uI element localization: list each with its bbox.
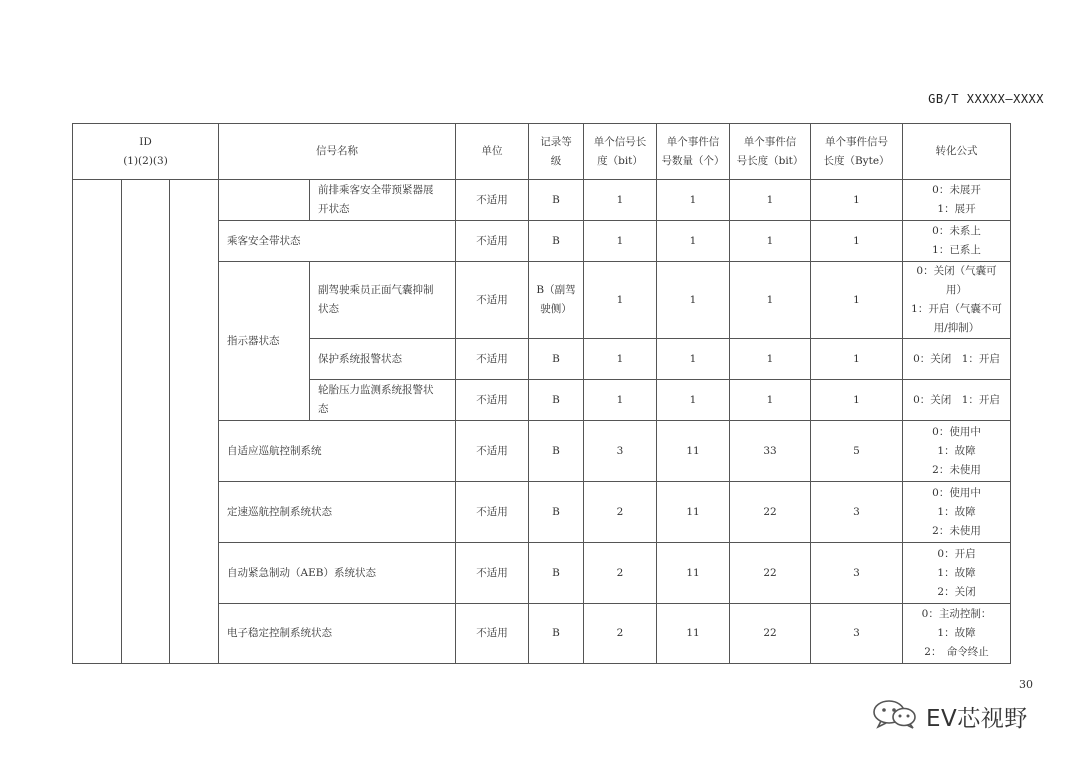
single-signal-length-cell: 2 — [584, 543, 657, 604]
wechat-icon — [872, 699, 918, 733]
event-length-byte-cell: 3 — [811, 482, 903, 543]
watermark — [872, 700, 1028, 732]
signal-name: 乘客安全带状态 — [219, 221, 456, 262]
single-signal-length-cell: 2 — [584, 482, 657, 543]
events-count-cell: 1 — [657, 262, 730, 339]
unit-cell: 不适用 — [456, 339, 529, 380]
record-level-cell: B — [529, 380, 584, 421]
formula-cell: 0：未系上 1：已系上 — [903, 221, 1011, 262]
formula-cell: 0：关闭 1：开启 — [903, 339, 1011, 380]
page-number: 30 — [1019, 678, 1033, 691]
watermark-text: EV芯视野 — [926, 705, 1028, 732]
signal-name: 自动紧急制动（AEB）系统状态 — [219, 543, 456, 604]
formula-cell: 0：开启 1：故障 2：关闭 — [903, 543, 1011, 604]
event-signal-length-cell: 33 — [730, 421, 811, 482]
formula-cell: 0：关闭 1：开启 — [903, 380, 1011, 421]
single-signal-length-cell: 2 — [584, 604, 657, 664]
signal-name: 轮胎压力监测系统报警状 态 — [310, 380, 456, 421]
formula-cell: 0：关闭（气囊可用） 1：开启（气囊不可 用/抑制） — [903, 262, 1011, 339]
event-signal-length-cell: 22 — [730, 604, 811, 664]
signal-name: 副驾驶乘员正面气囊抑制 状态 — [310, 262, 456, 339]
col-header-formula: 转化公式 — [903, 124, 1011, 180]
record-level-cell: B — [529, 543, 584, 604]
formula-cell: 0：主动控制： 1：故障 2： 命令终止 — [903, 604, 1011, 664]
unit-cell: 不适用 — [456, 221, 529, 262]
signal-name: 保护系统报警状态 — [310, 339, 456, 380]
record-level-cell: B — [529, 421, 584, 482]
events-count-cell: 11 — [657, 421, 730, 482]
col-header-unit: 单位 — [456, 124, 529, 180]
single-signal-length-cell: 1 — [584, 221, 657, 262]
events-count-cell: 1 — [657, 180, 730, 221]
events-count-cell: 1 — [657, 380, 730, 421]
unit-cell: 不适用 — [456, 421, 529, 482]
event-length-byte-cell: 1 — [811, 262, 903, 339]
col-header-signal-name: 信号名称 — [219, 124, 456, 180]
standard-number: GB/T XXXXX—XXXX — [928, 92, 1044, 106]
unit-cell: 不适用 — [456, 604, 529, 664]
event-length-byte-cell: 1 — [811, 380, 903, 421]
event-signal-length-cell: 1 — [730, 380, 811, 421]
formula-cell: 0：使用中 1：故障 2：未使用 — [903, 482, 1011, 543]
single-signal-length-cell: 3 — [584, 421, 657, 482]
table-header-row — [73, 124, 1011, 180]
signal-name: 前排乘客安全带预紧器展 开状态 — [310, 180, 456, 221]
unit-cell: 不适用 — [456, 180, 529, 221]
events-count-cell: 11 — [657, 482, 730, 543]
table-row — [73, 180, 1011, 221]
col-header-events-count: 单个事件信 号数量（个） — [657, 124, 730, 180]
events-count-cell: 11 — [657, 604, 730, 664]
col-header-id: ID (1)(2)(3) — [73, 124, 219, 180]
record-level-cell: B（副驾 驶侧） — [529, 262, 584, 339]
signal-name: 电子稳定控制系统状态 — [219, 604, 456, 664]
event-signal-length-cell: 1 — [730, 339, 811, 380]
event-length-byte-cell: 1 — [811, 180, 903, 221]
events-count-cell: 1 — [657, 339, 730, 380]
signal-name: 定速巡航控制系统状态 — [219, 482, 456, 543]
formula-cell: 0：未展开 1：展开 — [903, 180, 1011, 221]
event-length-byte-cell: 1 — [811, 221, 903, 262]
col-header-single-signal-length: 单个信号长 度（bit） — [584, 124, 657, 180]
event-length-byte-cell: 3 — [811, 543, 903, 604]
signal-table — [72, 123, 1011, 664]
event-signal-length-cell: 22 — [730, 543, 811, 604]
id-cell-2 — [122, 180, 170, 664]
events-count-cell: 11 — [657, 543, 730, 604]
col-header-event-signal-length: 单个事件信 号长度（bit） — [730, 124, 811, 180]
signal-group-cell — [219, 180, 310, 221]
unit-cell: 不适用 — [456, 482, 529, 543]
single-signal-length-cell: 1 — [584, 339, 657, 380]
single-signal-length-cell: 1 — [584, 262, 657, 339]
events-count-cell: 1 — [657, 221, 730, 262]
id-cell-1 — [73, 180, 122, 664]
event-length-byte-cell: 1 — [811, 339, 903, 380]
event-length-byte-cell: 3 — [811, 604, 903, 664]
record-level-cell: B — [529, 180, 584, 221]
event-length-byte-cell: 5 — [811, 421, 903, 482]
signal-group-indicator-status: 指示器状态 — [219, 262, 310, 421]
record-level-cell: B — [529, 482, 584, 543]
record-level-cell: B — [529, 221, 584, 262]
id-cell-3 — [170, 180, 219, 664]
event-signal-length-cell: 1 — [730, 221, 811, 262]
formula-cell: 0：使用中 1：故障 2：未使用 — [903, 421, 1011, 482]
col-header-record-level: 记录等 级 — [529, 124, 584, 180]
record-level-cell: B — [529, 339, 584, 380]
unit-cell: 不适用 — [456, 543, 529, 604]
unit-cell: 不适用 — [456, 262, 529, 339]
event-signal-length-cell: 1 — [730, 180, 811, 221]
event-signal-length-cell: 1 — [730, 262, 811, 339]
event-signal-length-cell: 22 — [730, 482, 811, 543]
col-header-event-length-byte: 单个事件信号 长度（Byte） — [811, 124, 903, 180]
single-signal-length-cell: 1 — [584, 180, 657, 221]
unit-cell: 不适用 — [456, 380, 529, 421]
record-level-cell: B — [529, 604, 584, 664]
signal-name: 自适应巡航控制系统 — [219, 421, 456, 482]
single-signal-length-cell: 1 — [584, 380, 657, 421]
